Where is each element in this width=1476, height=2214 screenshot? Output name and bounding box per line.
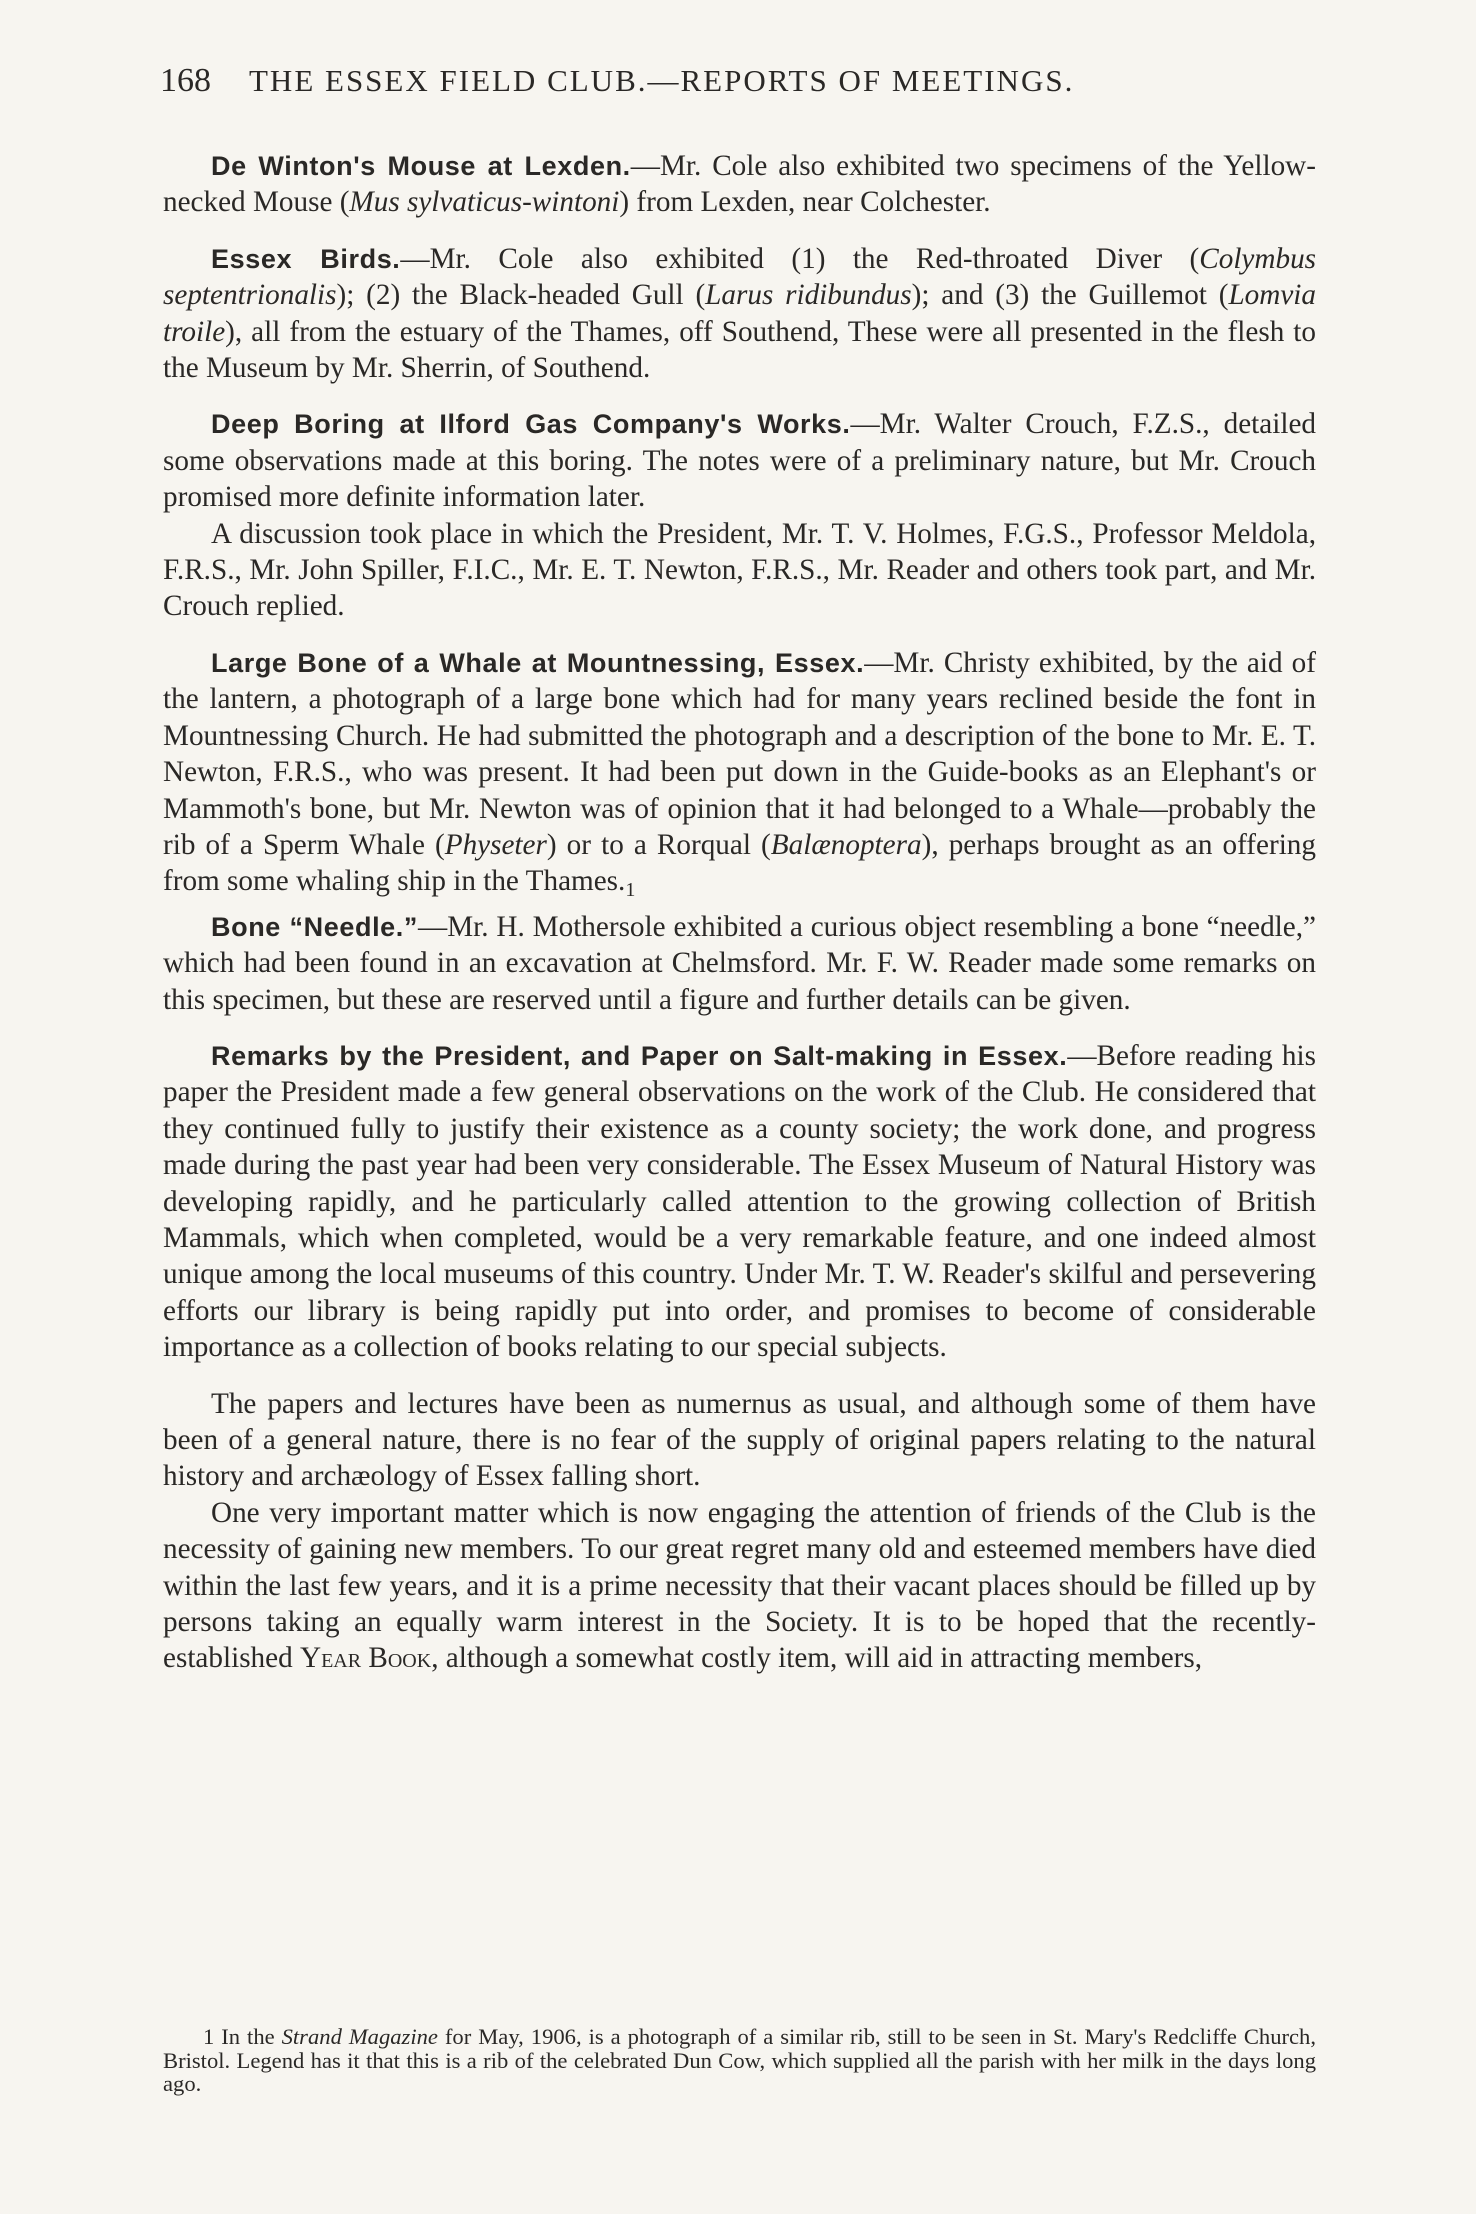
paragraph-text: ) from Lexden, near Colchester. — [619, 186, 991, 219]
section-heading: Essex Birds. — [211, 243, 401, 274]
section-whale-bone — [163, 645, 1316, 909]
footnote — [163, 2025, 1316, 2096]
magazine-title: Strand Magazine — [281, 2024, 438, 2049]
latin-name: Lomvia troile — [163, 279, 1316, 348]
footnote-text — [163, 2025, 1316, 2096]
latin-name: Colymbus septentrionalis — [163, 242, 1317, 312]
section-bone-needle — [163, 909, 1316, 1018]
section-heading: Deep Boring at Ilford Gas Company's Works. — [211, 409, 851, 440]
footnote-body: for May, 1906, is a photograph of a similar rib, still to be seen in St. Mary's Redcliffe Church, Bristol. Legend has it that this is a rib of the celebrated Dun Cow, which supplied all the parish with her milk in the days long ago. — [163, 2024, 1316, 2096]
section-heading: Remarks by the President, and Paper on Salt-making in Essex. — [211, 1040, 1068, 1071]
paragraph-text: —Mr. Cole also exhibited two specimens of the Yellow-necked Mouse ( — [163, 150, 1316, 219]
paragraph-text: ), perhaps brought as an offering from some whaling ship in the Thames. — [163, 828, 1316, 898]
latin-name: Physeter — [444, 828, 547, 861]
paragraph-text: —Mr. Walter Crouch, F.Z.S., detailed some observations made at this boring. The notes were of a preliminary nature, but Mr. Crouch promised more definite information later. — [163, 408, 1316, 514]
paragraph-text: ); and (3) the Guillemot ( — [911, 279, 1229, 312]
section-deep-boring — [163, 406, 1316, 515]
latin-name: Balænoptera — [770, 828, 922, 861]
members-paragraph — [163, 1495, 1316, 1677]
discussion-paragraph: A discussion took place in which the President, Mr. T. V. Holmes, F.G.S., Professor Meldola, F.R.S., Mr. John Spiller, F.I.C., Mr. E. T. Newton, F.R.S., Mr. Reader and others took part, and Mr. Crouch replied. — [163, 517, 1316, 623]
section-de-winton-mouse — [163, 148, 1316, 221]
section-president-remarks — [163, 1038, 1316, 1366]
footnote-number: 1 — [203, 2024, 215, 2049]
running-header — [160, 62, 1320, 100]
paragraph-text: —Mr. H. Mothersole exhibited a curious object resembling a bone “needle,” which had been found in an excavation at Chelmsford. Mr. F. W. Reader made some remarks on this specimen, but these are reserved until a figure and further details can be given. — [163, 910, 1316, 1016]
article-body — [163, 148, 1316, 1677]
running-title: THE ESSEX FIELD CLUB.—REPORTS OF MEETINGS. — [249, 63, 1075, 98]
paragraph-text: ), all from the estuary of the Thames, off Southend, These were all presented in the flesh to the Museum by Mr. Sherrin, of Southend. — [163, 315, 1316, 385]
year-book-title: Year Book — [300, 1642, 432, 1675]
paragraph-text: —Mr. Cole also exhibited (1) the Red-throated Diver ( — [400, 242, 1200, 275]
paragraph-text: One very important matter which is now engaging the attention of friends of the Club is the necessity of gaining new members. To our great regret many old and esteemed members have died within the last few years, and it is a prime necessity that their vacant places should be filled up by persons taking an equally warm interest in the Society. It is to be hoped that the recently-established — [163, 1496, 1316, 1675]
section-heading: Bone “Needle.” — [211, 911, 419, 942]
paragraph-text: , although a somewhat costly item, will aid in attracting members, — [431, 1642, 1203, 1675]
section-heading: Large Bone of a Whale at Mountnessing, Essex. — [211, 647, 865, 678]
paragraph-text: ); (2) the Black-headed Gull ( — [336, 279, 706, 312]
paragraph-text: —Before reading his paper the President made a few general observations on the work of the Club. He considered that they continued fully to justify their existence as a county society; the work done, and progress made during the past year had been very considerable. The Essex Museum of Natural History was developing rapidly, and he particularly called attention to the growing collection of British Mammals, which when completed, would be a very remarkable feature, and one indeed almost unique among the local museums of this country. Under Mr. T. W. Reader's skilful and persevering efforts our library is being rapidly put into order, and promises to become of considerable importance as a collection of books relating to our special subjects. — [163, 1039, 1316, 1364]
section-heading: De Winton's Mouse at Lexden. — [211, 151, 631, 181]
footnote-reference: 1 — [625, 879, 636, 902]
papers-paragraph: The papers and lectures have been as numernus as usual, and although some of them have been of a general nature, there is no fear of the supply of original papers relating to the natural history and archæology of Essex falling short. — [163, 1387, 1316, 1493]
section-essex-birds — [163, 241, 1316, 387]
paragraph-text: ) or to a Rorqual ( — [546, 828, 771, 861]
latin-name: Mus sylvaticus-wintoni — [349, 186, 620, 219]
latin-name: Larus ridibundus — [705, 279, 912, 312]
paragraph-text: —Mr. Christy exhibited, by the aid of the lantern, a photograph of a large bone which had for many years reclined beside the font in Mountnessing Church. He had submitted the photograph and a description of the bone to Mr. E. T. Newton, F.R.S., who was present. It had been put down in the Guide-books as an Elephant's or Mammoth's bone, but Mr. Newton was of opinion that it had belonged to a Whale—probably the rib of a Sperm Whale ( — [163, 646, 1316, 861]
footnote-body: In the — [214, 2024, 282, 2049]
page-number: 168 — [160, 62, 211, 99]
